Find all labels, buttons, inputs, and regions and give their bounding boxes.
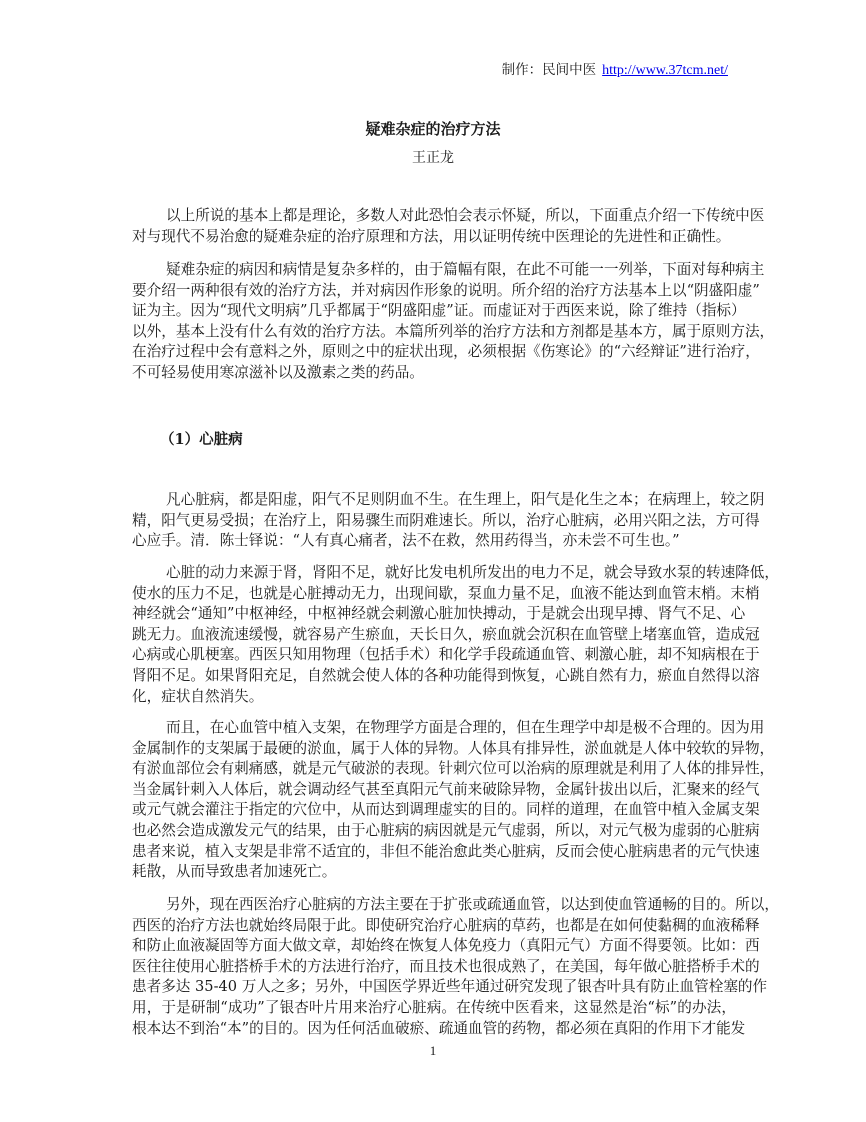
text-line: 金属制作的支架属于最硬的淤血，属于人体的异物。人体具有排异性，淤血就是人体中较软的异物， (132, 739, 775, 757)
paragraph (132, 563, 779, 707)
text-line: 在治疗过程中会有意料之外，原则之中的症状出现，必须根据《伤寒论》的“六经辩证”进行治疗， (132, 343, 760, 361)
text-line: 另外，现在西医治疗心脏病的方法主要在于扩张或疏通血管，以达到使血管通畅的目的。所以， (166, 896, 779, 913)
text-line: 对与现代不易治愈的疑难杂症的治疗原理和方法，用以证明传统中医理论的先进性和正确性。 (132, 227, 731, 245)
text-line: 而且，在心血管中植入支架，在物理学方面是合理的，但在生理学中却是极不合理的。因为用 (166, 719, 765, 736)
document-title: 疑难杂症的治疗方法 (365, 120, 501, 138)
text-line: 用，于是研制“成功”了银杏叶片用来治疗心脏病。在传统中医看来，这显然是治“标”的办法， (132, 998, 736, 1016)
page-header (502, 58, 728, 79)
paragraph (132, 895, 779, 1039)
text-line: 神经就会“通知”中枢神经，中枢神经就会刺激心脏加快搏动，于是就会出现早搏、肾气不足、心 (132, 605, 746, 623)
text-line: 以上所说的基本上都是理论，多数人对此恐怕会表示怀疑，所以，下面重点介绍一下传统中医 (166, 207, 765, 224)
text-line: 患者来说，植入支架是非常不适宜的，非但不能治愈此类心脏病，反而会使心脏病患者的元气快速 (132, 842, 760, 860)
text-line: 使水的压力不足，也就是心脏搏动无力，出现间歇，泵血力量不足，血液不能达到血管末梢。末梢 (132, 584, 760, 602)
text-line: 不可轻易使用寒凉滋补以及激素之类的药品。 (132, 363, 424, 381)
text-line: 跳无力。血液流速缓慢，就容易产生瘀血，天长日久，瘀血就会沉积在血管壁上堵塞血管，造成冠 (132, 625, 760, 643)
text-line: 肾阳不足。如果肾阳充足，自然就会使人体的各种功能得到恢复，心跳自然有力，瘀血自然得以溶 (132, 666, 760, 684)
paragraph (132, 718, 775, 883)
text-line: 也必然会造成激发元气的结果，由于心脏病的病因就是元气虚弱，所以，对元气极为虚弱的心脏病 (132, 821, 760, 839)
website-link[interactable]: http://www.37tcm.net/ (602, 63, 728, 78)
text-line: 西医的治疗方法也就始终局限于此。即使研究治疗心脏病的草药，也都是在如何使黏稠的血液稀释 (132, 916, 760, 934)
text-line: 凡心脏病，都是阳虚，阳气不足则阴血不生。在生理上，阳气是化生之本；在病理上，较之阴 (166, 491, 765, 508)
paragraph (132, 206, 765, 247)
text-line: 证为主。因为“现代文明病”几乎都属于“阴盛阳虚”证。而虚证对于西医来说，除了维持（指标） (132, 302, 746, 320)
text-line: 和防止血液凝固等方面大做文章，却始终在恢复人体免疫力（真阳元气）方面不得要领。比如：西 (132, 937, 760, 955)
text-line: 心应手。清．陈士铎说：“人有真心痛者，法不在救，然用药得当，亦未尝不可生也。” (132, 532, 680, 550)
section-heading: （1）心脏病 (160, 431, 243, 448)
paragraph (132, 260, 775, 384)
author-name: 王正龙 (412, 150, 454, 166)
text-line: 根本达不到治“本”的目的。因为任何活血破瘀、疏通血管的药物，都必须在真阳的作用下才能发 (132, 1019, 746, 1037)
text-line: 心脏的动力来源于肾，肾阳不足，就好比发电机所发出的电力不足，就会导致水泵的转速降低， (166, 564, 779, 581)
producer-label: 制作：民间中医 (501, 62, 597, 78)
text-line: 医往往使用心脏搭桥手术的方法进行治疗，而且技术也很成熟了，在美国，每年做心脏搭桥手术的 (132, 957, 760, 975)
text-line: 化，症状自然消失。 (132, 687, 264, 705)
text-line: 以外，基本上没有什么有效的治疗方法。本篇所列举的治疗方法和方剂都是基本方，属于原则方法， (132, 322, 775, 340)
text-line: 要介绍一两种很有效的治疗方法，并对病因作形象的说明。所介绍的治疗方法基本上以“阴盛阳虚” (132, 281, 760, 299)
paragraph (132, 490, 765, 552)
text-line: 耗散，从而导致患者加速死亡。 (132, 863, 337, 881)
text-line: 疑难杂症的病因和病情是复杂多样的，由于篇幅有限，在此不可能一一列举，下面对每种病主 (166, 261, 765, 278)
text-line: 心病或心肌梗塞。西医只知用物理（包括手术）和化学手段疏通血管、刺激心脏，却不知病根在于 (132, 646, 760, 664)
text-line: 精，阳气更易受损；在治疗上，阳易骤生而阴难速长。所以，治疗心脏病，必用兴阳之法，方可得 (132, 511, 760, 529)
text-line: 当金属针刺入人体后，就会调动经气甚至真阳元气前来破除异物，金属针拔出以后，汇聚来的经气 (132, 780, 760, 798)
text-line: 有淤血部位会有刺痛感，就是元气破淤的表现。针刺穴位可以治病的原理就是利用了人体的排异性， (132, 760, 775, 778)
text-line: 或元气就会灌注于指定的穴位中，从而达到调理虚实的目的。同样的道理，在血管中植入金属支架 (132, 801, 760, 819)
page-number: 1 (429, 1043, 437, 1058)
text-line: 患者多达 35-40 万人之多；另外，中国医学界近些年通过研究发现了银杏叶具有防止血管栓塞的作 (132, 978, 768, 996)
